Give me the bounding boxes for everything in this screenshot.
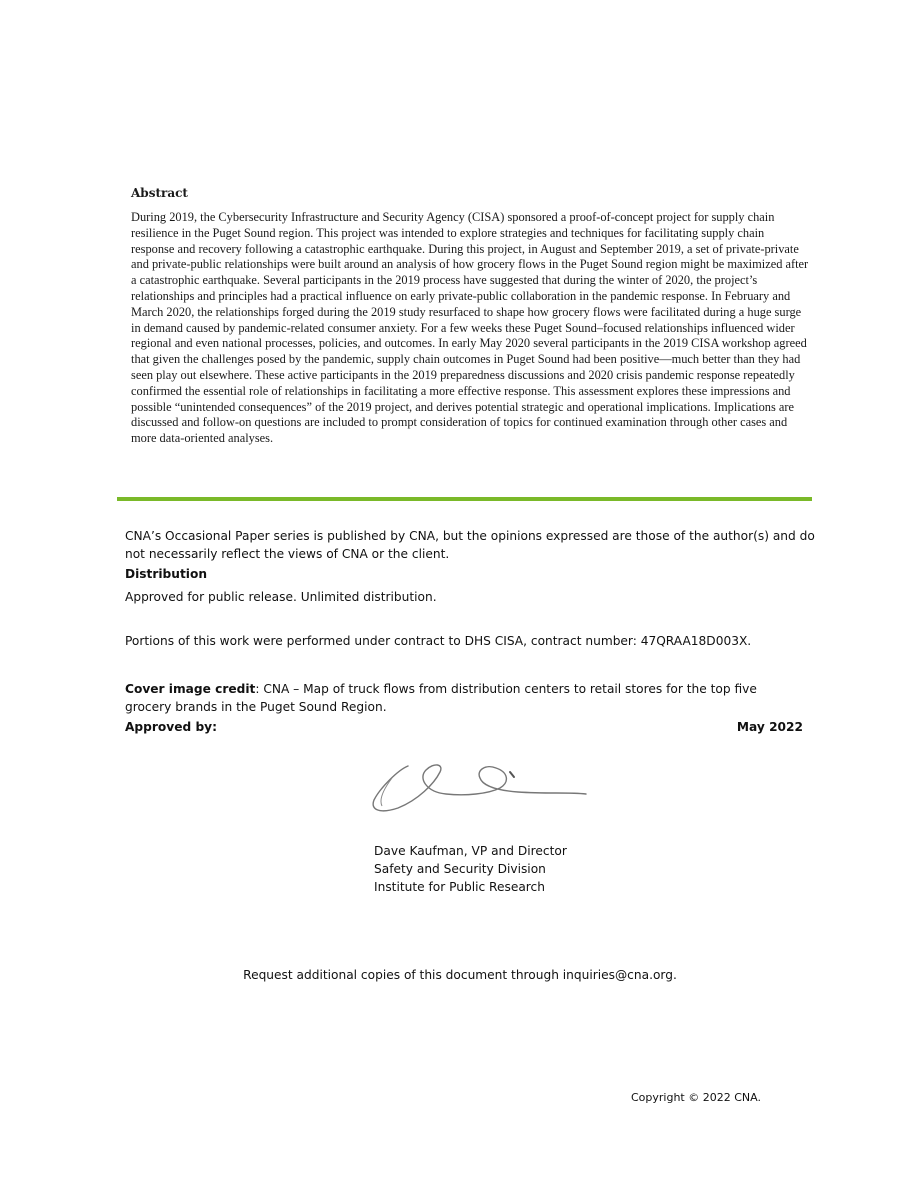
signer-name-title: Dave Kaufman, VP and Director: [374, 844, 567, 858]
abstract-body: During 2019, the Cybersecurity Infrastructure and Security Agency (CISA) sponsored a proof-of-concept project for supply chain resilience in the Puget Sound region. This project was intended to explore strategies and techniques for facilitating supply chain response and recovery following a catastrophic earthquake. During this project, in August and September 2019, a set of private-private and private-public relationships were built around an analysis of how grocery flows in the Puget Sound region might be maximized after a catastrophic earthquake. Several participants in the 2019 process have suggested that during the winter of 2020, the project’s relationships and principles had a practical influence on early private-public collaboration in the pandemic response. In February and March 2020, the relationships forged during the 2019 study resurfaced to shape how grocery flows were facilitated during a huge surge in demand caused by pandemic-related consumer anxiety. For a few weeks these Puget Sound–focused relationships influenced wider regional and even national processes, policies, and outcomes. In early May 2020 several participants in the 2019 CISA workshop agreed that given the challenges posed by the pandemic, supply chain outcomes in Puget Sound had been positive—much better than they had seen play out elsewhere. These active participants in the 2019 preparedness discussions and 2020 crisis pandemic response repeatedly confirmed the essential role of relationships in facilitating a more effective response. This assessment explores these impressions and possible “unintended consequences” of the 2019 project, and derives potential strategic and operational implications. Implications are discussed and follow-on questions are included to prompt consideration of topics for continued examination through other cases and more data-oriented analyses.: [131, 210, 809, 446]
section-divider: [117, 497, 812, 501]
cover-image-credit: [125, 680, 805, 716]
abstract-heading: Abstract: [131, 186, 188, 200]
approval-date: May 2022: [736, 720, 803, 734]
contract-text: Portions of this work were performed under contract to DHS CISA, contract number: 47QRAA18D003X.: [125, 634, 752, 648]
signer-block: [374, 842, 567, 896]
copyright-notice: Copyright © 2022 CNA.: [631, 1091, 761, 1104]
disclaimer-text: CNA’s Occasional Paper series is published by CNA, but the opinions expressed are those of the author(s) and do not necessarily reflect the views of CNA or the client.: [125, 529, 815, 561]
cover-credit-text: : CNA – Map of truck flows from distribution centers to retail stores for the top five grocery brands in the Puget Sound Region.: [125, 682, 757, 714]
approved-by-label: Approved by:: [125, 720, 217, 734]
signer-division: Safety and Security Division: [374, 862, 546, 876]
signature-image: [368, 748, 590, 818]
request-copies-text: Request additional copies of this document through inquiries@cna.org.: [243, 968, 677, 982]
distribution-text: Approved for public release. Unlimited distribution.: [125, 590, 437, 604]
signer-institute: Institute for Public Research: [374, 880, 545, 894]
distribution-heading: Distribution: [125, 567, 208, 581]
cover-credit-label: Cover image credit: [125, 682, 256, 696]
